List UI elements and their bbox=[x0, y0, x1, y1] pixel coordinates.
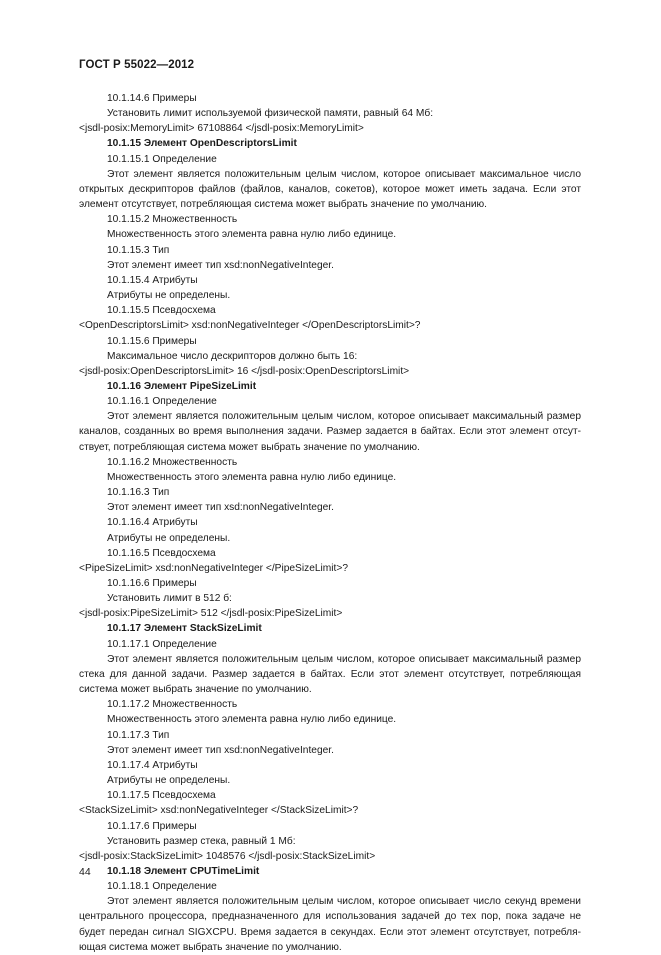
text-line: Атрибуты не определены. bbox=[107, 532, 231, 544]
text-line: <jsdl-posix:StackSizeLimit> 1048576 </jsdl-posix:StackSizeLimit> bbox=[79, 850, 376, 862]
text-line: Множественность этого элемента равна нулю либо единице. bbox=[107, 229, 397, 241]
text-line: ствует, потребляющая система может выбрать значение по умолчанию. bbox=[79, 441, 420, 453]
text-line: Множественность этого элемента равна нулю либо единице. bbox=[107, 471, 397, 483]
text-line: Этот элемент имеет тип xsd:nonNegativeInteger. bbox=[107, 502, 334, 514]
text-line: Этот элемент является положительным целым числом, которое описывает максимальное число bbox=[107, 168, 581, 180]
text-line: 10.1.16.1 Определение bbox=[107, 396, 217, 408]
text-line: <OpenDescriptorsLimit> xsd:nonNegativeInteger </OpenDescriptorsLimit>? bbox=[79, 320, 421, 332]
text-line: 10.1.15 Элемент OpenDescriptorsLimit bbox=[107, 138, 297, 150]
text-line: Этот элемент имеет тип xsd:nonNegativeInteger. bbox=[107, 744, 334, 756]
text-line: Этот элемент является положительным целым числом, которое описывает максимальный размер bbox=[107, 411, 581, 423]
text-line: будет передан сигнал SIGXCPU. Время задается в секундах. Если этот элемент отсутствует, потребля- bbox=[79, 926, 581, 938]
text-line: Множественность этого элемента равна нулю либо единице. bbox=[107, 714, 397, 726]
text-line: 10.1.17.5 Псевдосхема bbox=[107, 790, 216, 802]
document-header: ГОСТ Р 55022—2012 bbox=[79, 59, 195, 71]
text-line: Атрибуты не определены. bbox=[107, 290, 231, 302]
text-line: 10.1.15.2 Множественность bbox=[107, 214, 238, 226]
text-line: 10.1.17.6 Примеры bbox=[107, 820, 197, 832]
text-line: <StackSizeLimit> xsd:nonNegativeInteger </StackSizeLimit>? bbox=[79, 805, 359, 817]
document-body bbox=[79, 91, 581, 955]
text-line: 10.1.16.3 Тип bbox=[107, 487, 170, 499]
text-line: Установить лимит в 512 б: bbox=[107, 593, 232, 605]
text-line: 10.1.16.4 Атрибуты bbox=[107, 517, 198, 529]
text-line: 10.1.15.3 Тип bbox=[107, 244, 170, 256]
text-line: Установить лимит используемой физической памяти, равный 64 Мб: bbox=[107, 108, 434, 120]
text-line: <PipeSizeLimit> xsd:nonNegativeInteger </PipeSizeLimit>? bbox=[79, 562, 348, 574]
text-line: открытых дескрипторов файлов (файлов, каналов, сокетов), которое может иметь задача. Если этот bbox=[79, 183, 581, 195]
text-line: Установить размер стека, равный 1 Мб: bbox=[107, 835, 296, 847]
text-line: 10.1.16 Элемент PipeSizeLimit bbox=[107, 380, 257, 392]
text-line: Этот элемент имеет тип xsd:nonNegativeInteger. bbox=[107, 259, 334, 271]
text-line: Этот элемент является положительным целым числом, которое описывает число секунд времени bbox=[107, 896, 581, 908]
text-line: Максимальное число дескрипторов должно быть 16: bbox=[107, 350, 358, 362]
text-line: 10.1.17.4 Атрибуты bbox=[107, 759, 198, 771]
text-line: ющая система может выбрать значение по умолчанию. bbox=[79, 941, 342, 953]
text-line: 10.1.15.5 Псевдосхема bbox=[107, 305, 216, 317]
text-line: 10.1.15.6 Примеры bbox=[107, 335, 197, 347]
text-line: стека для данной задачи. Размер задается в байтах. Если этот элемент отсутствует, потребляющая bbox=[79, 668, 581, 680]
text-line: 10.1.16.2 Множественность bbox=[107, 456, 238, 468]
text-line: <jsdl-posix:OpenDescriptorsLimit> 16 </jsdl-posix:OpenDescriptorsLimit> bbox=[79, 365, 410, 377]
text-line: 10.1.17.3 Тип bbox=[107, 729, 170, 741]
text-line: каналов, созданных во время выполнения задачи. Размер задается в байтах. Если этот элемент отсут- bbox=[79, 426, 581, 438]
text-line: Атрибуты не определены. bbox=[107, 775, 231, 787]
text-line: <jsdl-posix:PipeSizeLimit> 512 </jsdl-posix:PipeSizeLimit> bbox=[79, 608, 343, 620]
text-line: центрального процессора, предназначенного для использования задачей до тех пор, пока задаче не bbox=[79, 911, 581, 923]
text-line: 10.1.18 Элемент CPUTimeLimit bbox=[107, 865, 260, 877]
text-line: <jsdl-posix:MemoryLimit> 67108864 </jsdl-posix:MemoryLimit> bbox=[79, 123, 364, 135]
text-line: Этот элемент является положительным целым числом, которое описывает максимальный размер bbox=[107, 653, 581, 665]
text-line: 10.1.17.2 Множественность bbox=[107, 699, 238, 711]
text-line: 10.1.15.4 Атрибуты bbox=[107, 274, 198, 286]
text-line: 10.1.17 Элемент StackSizeLimit bbox=[107, 623, 262, 635]
text-line: 10.1.14.6 Примеры bbox=[107, 93, 197, 104]
text-line: 10.1.15.1 Определение bbox=[107, 153, 217, 165]
text-line: 10.1.16.5 Псевдосхема bbox=[107, 547, 216, 559]
text-line: система может выбрать значение по умолчанию. bbox=[79, 684, 312, 696]
text-line: 10.1.17.1 Определение bbox=[107, 638, 217, 650]
text-line: 10.1.18.1 Определение bbox=[107, 881, 217, 893]
text-line: элемент отсутствует, потребляющая система может выбрать значение по умолчанию. bbox=[79, 199, 487, 211]
text-line: 10.1.16.6 Примеры bbox=[107, 578, 197, 589]
page-number: 44 bbox=[79, 866, 91, 878]
